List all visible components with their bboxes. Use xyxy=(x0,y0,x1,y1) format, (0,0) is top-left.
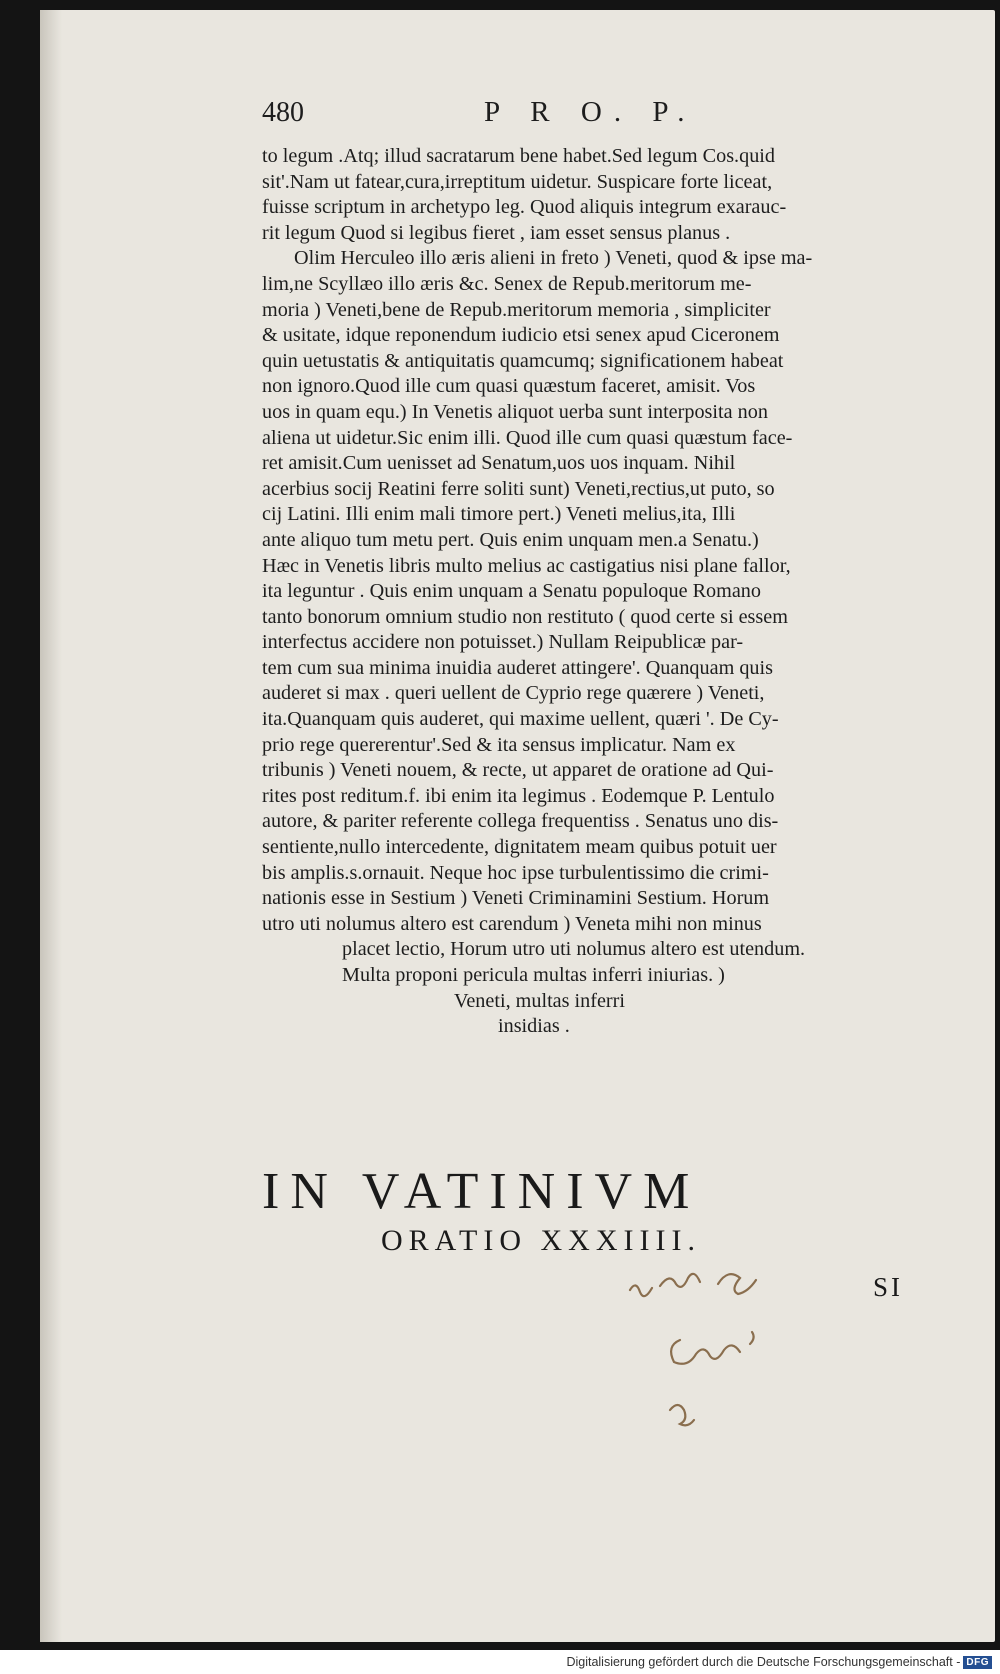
text-line: lim,ne Scyllæo illo æris &c. Senex de Repub.meritorum me- xyxy=(262,272,752,295)
text-line: tem cum sua minima inuidia auderet attingere'. Quanquam quis xyxy=(262,656,773,679)
funding-note: Digitalisierung gefördert durch die Deutsche Forschungsgemeinschaft - xyxy=(566,1655,961,1669)
text-block xyxy=(262,96,938,1040)
text-line: fuisse scriptum in archetypo leg. Quod aliquis integrum exarauc- xyxy=(262,196,787,219)
text-line: sentiente,nullo intercedente, dignitatem meam quibus potuit uer xyxy=(262,836,777,859)
page-number: 480 xyxy=(262,97,304,128)
dfg-logo: DFG xyxy=(963,1656,992,1669)
text-line: Hæc in Venetis libris multo melius ac castigatius nisi plane fallor, xyxy=(262,554,791,577)
text-line: & usitate, idque reponendum iudicio etsi senex apud Ciceronem xyxy=(262,324,780,347)
running-title: P R O. P. xyxy=(484,96,697,128)
running-head xyxy=(262,96,938,142)
footer-bar xyxy=(0,1650,1000,1674)
text-line: insidias . xyxy=(498,1015,570,1038)
text-line: tribunis ) Veneti nouem, & recte, ut apparet de oratione ad Qui- xyxy=(262,759,774,782)
text-line: utro uti nolumus altero est carendum ) Veneta mihi non minus xyxy=(262,912,762,935)
text-line: moria ) Veneti,bene de Repub.meritorum memoria , simpliciter xyxy=(262,298,771,321)
text-line: ita.Quanquam quis auderet, qui maxime uellent, quæri '. De Cy- xyxy=(262,708,779,731)
text-line: rites post reditum.f. ibi enim ita legimus . Eodemque P. Lentulo xyxy=(262,784,775,807)
text-line: interfectus accidere non potuisset.) Nullam Reipublicæ par- xyxy=(262,631,744,654)
text-line: auderet si max . queri uellent de Cyprio rege quærere ) Veneti, xyxy=(262,682,765,705)
text-line: quin uetustatis & antiquitatis quamcumq; significationem habeat xyxy=(262,349,784,372)
text-line: ret amisit.Cum uenisset ad Senatum,uos uos inquam. Nihil xyxy=(262,452,736,475)
catchword: SI xyxy=(873,1272,904,1302)
text-line: non ignoro.Quod ille cum quasi quæstum faceret, amisit. Vos xyxy=(262,375,756,398)
oration-title: IN VATINIVM xyxy=(262,1163,701,1220)
handwritten-marginalia-icon xyxy=(620,1260,860,1480)
text-line: placet lectio, Horum utro uti nolumus altero est utendum. xyxy=(342,938,806,961)
text-line: ita leguntur . Quis enim unquam a Senatu populoque Romano xyxy=(262,580,761,603)
oration-subtitle: ORATIO XXXIIII. xyxy=(381,1224,701,1257)
text-line: ante aliquo tum metu pert. Quis enim unquam men.a Senatu.) xyxy=(262,528,759,551)
text-line: tanto bonorum omnium studio non restituto ( quod certe si essem xyxy=(262,605,788,628)
text-line: acerbius socij Reatini ferre soliti sunt) Veneti,rectius,ut puto, so xyxy=(262,477,775,500)
text-line: Veneti, multas inferri xyxy=(454,989,625,1012)
body-text xyxy=(262,144,938,1040)
text-line: cij Latini. Illi enim mali timore pert.) Veneti melius,ita, Illi xyxy=(262,503,736,526)
text-line: sit'.Nam ut fatear,cura,irreptitum uidetur. Suspicare forte liceat, xyxy=(262,170,773,193)
text-line: Olim Herculeo illo æris alieni in freto ) Veneti, quod & ipse ma- xyxy=(294,247,813,270)
text-line: prio rege quererentur'.Sed & ita sensus implicatur. Nam ex xyxy=(262,733,736,756)
text-line: to legum .Atq; illud sacratarum bene habet.Sed legum Cos.quid xyxy=(262,145,775,167)
text-line: bis amplis.s.ornauit. Neque hoc ipse turbulentissimo die crimi- xyxy=(262,861,769,884)
text-line: autore, & pariter referente collega frequentiss . Senatus uno dis- xyxy=(262,810,779,833)
text-line: aliena ut uidetur.Sic enim illi. Quod ille cum quasi quæstum face- xyxy=(262,426,793,449)
text-line: uos in quam equ.) In Venetis aliquot uerba sunt interposita non xyxy=(262,400,768,423)
text-line: Multa proponi pericula multas inferri iniurias. ) xyxy=(342,964,725,986)
text-line: nationis esse in Sestium ) Veneti Criminamini Sestium. Horum xyxy=(262,887,770,910)
text-line: rit legum Quod si legibus fieret , iam esset sensus planus . xyxy=(262,221,731,244)
